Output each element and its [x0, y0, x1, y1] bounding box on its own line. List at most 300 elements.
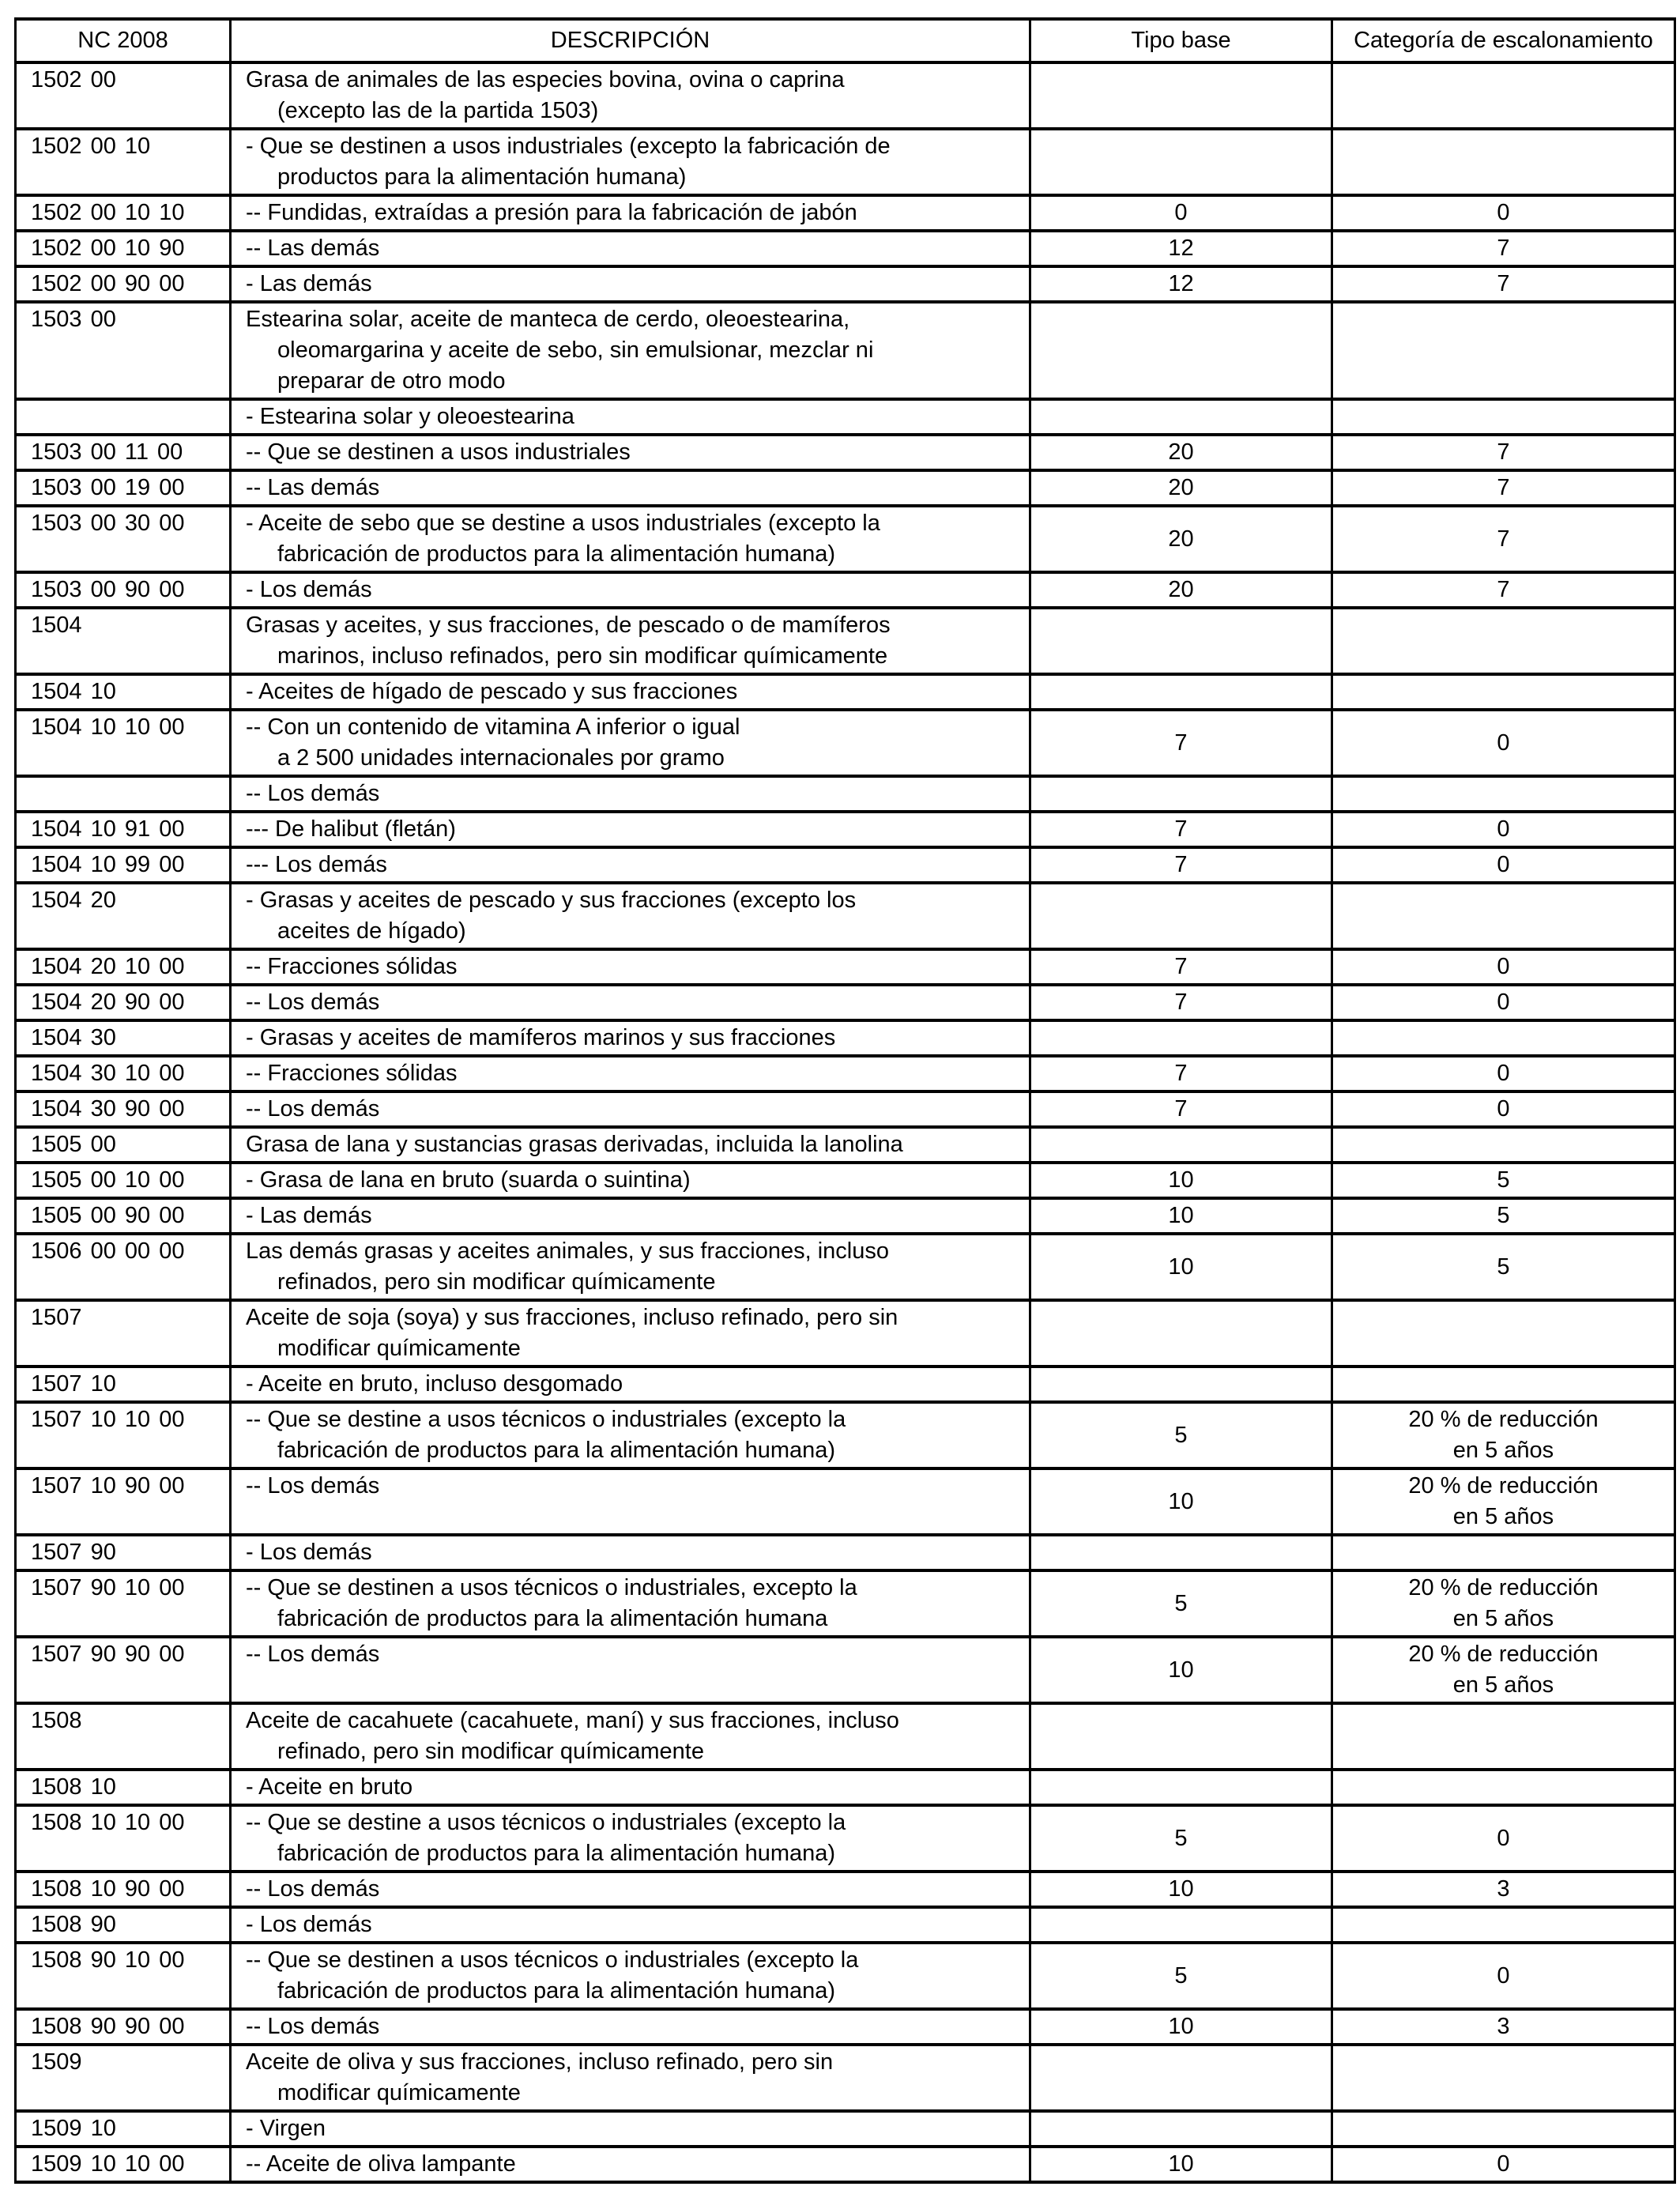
- categoria-cell: [1332, 1198, 1675, 1234]
- table-row: [16, 2111, 1675, 2147]
- description-line: Aceite de cacahuete (cacahuete, maní) y sus fracciones, incluso: [246, 1708, 899, 1733]
- categoria-cell: [1332, 812, 1675, 847]
- categoria-line: 7: [1497, 439, 1510, 465]
- tipo-base-cell: [1030, 1300, 1332, 1367]
- description-line: productos para la alimentación humana): [277, 164, 687, 190]
- nc-code-cell: 1502 00 10 10: [16, 195, 231, 231]
- description-line: -- Que se destinen a usos técnicos o industriales, excepto la: [246, 1575, 857, 1600]
- categoria-cell: [1332, 1535, 1675, 1570]
- description-line: -- Las demás: [246, 475, 380, 500]
- categoria-cell: [1332, 1020, 1675, 1056]
- table-row: [16, 435, 1675, 470]
- table-row: [16, 231, 1675, 266]
- categoria-line: 0: [1497, 1061, 1510, 1086]
- categoria-line: 20 % de reducción: [1408, 1473, 1599, 1498]
- categoria-cell: [1332, 1907, 1675, 1943]
- nc-code-cell: 1503 00 11 00: [16, 435, 231, 470]
- tipo-base-cell: 10: [1030, 1468, 1332, 1535]
- tipo-base-cell: 0: [1030, 195, 1332, 231]
- table-row: [16, 1056, 1675, 1091]
- table-row: [16, 1300, 1675, 1367]
- description-cell: [231, 1300, 1030, 1367]
- tipo-base-cell: 7: [1030, 1091, 1332, 1127]
- categoria-cell: [1332, 2009, 1675, 2045]
- tipo-base-cell: [1030, 883, 1332, 949]
- tipo-base-cell: [1030, 776, 1332, 812]
- table-row: [16, 1367, 1675, 1402]
- nc-code-cell: 1507 90 90 00: [16, 1637, 231, 1703]
- tipo-base-cell: 7: [1030, 949, 1332, 985]
- description-line: -- Fracciones sólidas: [246, 954, 458, 979]
- nc-code-cell: 1504 20 90 00: [16, 985, 231, 1020]
- categoria-cell: [1332, 435, 1675, 470]
- categoria-cell: [1332, 1127, 1675, 1163]
- tipo-base-cell: 10: [1030, 2009, 1332, 2045]
- description-line: preparar de otro modo: [277, 368, 506, 394]
- table-body: [16, 62, 1675, 2182]
- description-line: - Que se destinen a usos industriales (excepto la fabricación de: [246, 134, 891, 159]
- description-line: - Aceite en bruto: [246, 1774, 413, 1800]
- description-line: -- Los demás: [246, 1473, 380, 1498]
- categoria-cell: [1332, 776, 1675, 812]
- description-cell: [231, 2009, 1030, 2045]
- description-line: -- Fundidas, extraídas a presión para la fabricación de jabón: [246, 200, 857, 225]
- categoria-line: en 5 años: [1452, 1504, 1554, 1529]
- table-row: [16, 1943, 1675, 2009]
- table-row: [16, 506, 1675, 572]
- description-cell: [231, 1127, 1030, 1163]
- nc-code-cell: 1504 10 91 00: [16, 812, 231, 847]
- table-row: [16, 847, 1675, 883]
- nc-code-cell: 1502 00: [16, 62, 231, 129]
- nc-code-cell: 1503 00: [16, 302, 231, 399]
- categoria-line: 20 % de reducción: [1408, 1407, 1599, 1432]
- description-cell: [231, 2147, 1030, 2182]
- categoria-cell: [1332, 62, 1675, 129]
- column-header-tipo-base: Tipo base: [1030, 19, 1332, 62]
- description-line: modificar químicamente: [277, 2080, 521, 2105]
- description-line: -- Los demás: [246, 1642, 380, 1667]
- table-row: [16, 1163, 1675, 1198]
- tipo-base-cell: [1030, 62, 1332, 129]
- nc-code-cell: [16, 399, 231, 435]
- categoria-cell: [1332, 1637, 1675, 1703]
- table-row: [16, 674, 1675, 710]
- description-line: fabricación de productos para la alimentación humana): [277, 1978, 836, 2004]
- tipo-base-cell: [1030, 2045, 1332, 2111]
- table-row: [16, 949, 1675, 985]
- description-line: - Los demás: [246, 1912, 372, 1937]
- description-cell: [231, 435, 1030, 470]
- categoria-line: 20 % de reducción: [1408, 1575, 1599, 1600]
- description-line: - Aceites de hígado de pescado y sus fracciones: [246, 679, 738, 704]
- nc-code-cell: 1504 20: [16, 883, 231, 949]
- description-line: - Los demás: [246, 1540, 372, 1565]
- description-line: -- Que se destine a usos técnicos o industriales (excepto la: [246, 1407, 846, 1432]
- nc-code-cell: 1507 10 10 00: [16, 1402, 231, 1468]
- description-line: fabricación de productos para la alimentación humana): [277, 1841, 836, 1866]
- description-line: oleomargarina y aceite de sebo, sin emulsionar, mezclar ni: [277, 337, 874, 363]
- nc-code-cell: 1505 00: [16, 1127, 231, 1163]
- description-cell: [231, 1198, 1030, 1234]
- description-cell: [231, 2111, 1030, 2147]
- description-line: Aceite de oliva y sus fracciones, incluso refinado, pero sin: [246, 2049, 834, 2075]
- tipo-base-cell: 10: [1030, 2147, 1332, 2182]
- categoria-line: 0: [1497, 200, 1510, 225]
- description-line: -- Los demás: [246, 990, 380, 1015]
- description-line: - Las demás: [246, 1203, 372, 1228]
- nc-code-cell: 1504 30 90 00: [16, 1091, 231, 1127]
- categoria-cell: [1332, 506, 1675, 572]
- description-line: Grasa de lana y sustancias grasas derivadas, incluida la lanolina: [246, 1132, 903, 1157]
- table-row: [16, 812, 1675, 847]
- nc-code-cell: 1507 90 10 00: [16, 1570, 231, 1637]
- description-line: -- Los demás: [246, 2014, 380, 2039]
- description-cell: [231, 231, 1030, 266]
- table-row: [16, 985, 1675, 1020]
- description-cell: [231, 195, 1030, 231]
- categoria-cell: [1332, 302, 1675, 399]
- description-line: -- Los demás: [246, 1096, 380, 1122]
- description-cell: [231, 1402, 1030, 1468]
- nc-code-cell: 1508 10: [16, 1770, 231, 1805]
- nc-code-cell: 1509 10: [16, 2111, 231, 2147]
- tipo-base-cell: 5: [1030, 1943, 1332, 2009]
- nc-code-cell: 1502 00 10: [16, 129, 231, 195]
- description-line: - Estearina solar y oleoestearina: [246, 404, 574, 429]
- description-cell: [231, 1770, 1030, 1805]
- description-line: - Virgen: [246, 2116, 326, 2141]
- categoria-cell: [1332, 1300, 1675, 1367]
- nc-code-cell: 1508 10 90 00: [16, 1872, 231, 1907]
- description-cell: [231, 1535, 1030, 1570]
- table-row: [16, 129, 1675, 195]
- description-cell: [231, 1367, 1030, 1402]
- description-cell: [231, 847, 1030, 883]
- description-line: -- Que se destine a usos técnicos o industriales (excepto la: [246, 1810, 846, 1835]
- table-row: [16, 1637, 1675, 1703]
- nc-code-cell: 1508 90 90 00: [16, 2009, 231, 2045]
- nc-code-cell: 1503 00 30 00: [16, 506, 231, 572]
- description-line: a 2 500 unidades internacionales por gramo: [277, 745, 725, 771]
- tipo-base-cell: [1030, 674, 1332, 710]
- categoria-cell: [1332, 1805, 1675, 1872]
- categoria-cell: [1332, 1091, 1675, 1127]
- description-cell: [231, 883, 1030, 949]
- nc-code-cell: 1507: [16, 1300, 231, 1367]
- description-cell: [231, 812, 1030, 847]
- description-cell: [231, 572, 1030, 608]
- table-header: [16, 19, 1675, 62]
- categoria-line: 7: [1497, 271, 1510, 296]
- tipo-base-cell: [1030, 399, 1332, 435]
- description-cell: [231, 399, 1030, 435]
- categoria-line: 0: [1497, 1825, 1510, 1851]
- description-cell: [231, 470, 1030, 506]
- description-cell: [231, 1468, 1030, 1535]
- table-row: [16, 2009, 1675, 2045]
- description-cell: [231, 129, 1030, 195]
- description-cell: [231, 1091, 1030, 1127]
- table-row: [16, 266, 1675, 302]
- description-line: Grasa de animales de las especies bovina, ovina o caprina: [246, 67, 845, 92]
- description-line: (excepto las de la partida 1503): [277, 98, 599, 123]
- table-row: [16, 883, 1675, 949]
- table-row: [16, 195, 1675, 231]
- table-row: [16, 710, 1675, 776]
- table-row: [16, 572, 1675, 608]
- categoria-cell: [1332, 1570, 1675, 1637]
- categoria-cell: [1332, 2147, 1675, 2182]
- description-cell: [231, 1703, 1030, 1770]
- nc-code-cell: 1507 10 90 00: [16, 1468, 231, 1535]
- description-cell: [231, 710, 1030, 776]
- categoria-cell: [1332, 2111, 1675, 2147]
- tipo-base-cell: 10: [1030, 1163, 1332, 1198]
- nc-code-cell: 1505 00 10 00: [16, 1163, 231, 1198]
- table-row: [16, 2147, 1675, 2182]
- nc-code-cell: 1504 10 99 00: [16, 847, 231, 883]
- table-row: [16, 1198, 1675, 1234]
- nc-code-cell: [16, 776, 231, 812]
- description-cell: [231, 776, 1030, 812]
- tipo-base-cell: 10: [1030, 1637, 1332, 1703]
- nc-code-cell: 1508 90 10 00: [16, 1943, 231, 2009]
- categoria-cell: [1332, 1056, 1675, 1091]
- tipo-base-cell: 20: [1030, 435, 1332, 470]
- column-header-categoria-escalonamiento: Categoría de escalonamiento: [1332, 19, 1675, 62]
- tipo-base-cell: 7: [1030, 710, 1332, 776]
- categoria-line: 0: [1497, 1096, 1510, 1122]
- nc-code-cell: 1504 10: [16, 674, 231, 710]
- description-cell: [231, 1056, 1030, 1091]
- description-line: - Grasas y aceites de pescado y sus fracciones (excepto los: [246, 888, 857, 913]
- tipo-base-cell: [1030, 1020, 1332, 1056]
- tipo-base-cell: [1030, 302, 1332, 399]
- description-cell: [231, 506, 1030, 572]
- description-line: marinos, incluso refinados, pero sin modificar químicamente: [277, 643, 888, 669]
- tipo-base-cell: [1030, 2111, 1332, 2147]
- description-line: -- Las demás: [246, 236, 380, 261]
- table-row: [16, 1091, 1675, 1127]
- table-row: [16, 1703, 1675, 1770]
- table-row: [16, 1535, 1675, 1570]
- tipo-base-cell: 20: [1030, 572, 1332, 608]
- table-row: [16, 776, 1675, 812]
- description-line: -- Los demás: [246, 781, 380, 806]
- description-line: - Grasas y aceites de mamíferos marinos y sus fracciones: [246, 1025, 836, 1050]
- description-line: Las demás grasas y aceites animales, y sus fracciones, incluso: [246, 1238, 889, 1264]
- table-row: [16, 1468, 1675, 1535]
- categoria-line: 0: [1497, 816, 1510, 842]
- description-line: -- Fracciones sólidas: [246, 1061, 458, 1086]
- categoria-line: 7: [1497, 475, 1510, 500]
- table-row: [16, 399, 1675, 435]
- tipo-base-cell: 5: [1030, 1570, 1332, 1637]
- tipo-base-cell: 12: [1030, 231, 1332, 266]
- description-cell: [231, 2045, 1030, 2111]
- table-row: [16, 1402, 1675, 1468]
- categoria-cell: [1332, 674, 1675, 710]
- nc-code-cell: 1502 00 90 00: [16, 266, 231, 302]
- description-cell: [231, 1907, 1030, 1943]
- tipo-base-cell: 7: [1030, 812, 1332, 847]
- description-cell: [231, 266, 1030, 302]
- table-row: [16, 1020, 1675, 1056]
- table-row: [16, 1805, 1675, 1872]
- nc-code-cell: 1508 90: [16, 1907, 231, 1943]
- categoria-cell: [1332, 1770, 1675, 1805]
- description-line: -- Que se destinen a usos industriales: [246, 439, 631, 465]
- description-line: refinados, pero sin modificar químicamente: [277, 1269, 716, 1295]
- categoria-cell: [1332, 195, 1675, 231]
- description-line: refinado, pero sin modificar químicamente: [277, 1739, 704, 1764]
- categoria-cell: [1332, 231, 1675, 266]
- tipo-base-cell: [1030, 1535, 1332, 1570]
- categoria-cell: [1332, 1163, 1675, 1198]
- description-cell: [231, 1234, 1030, 1300]
- tipo-base-cell: [1030, 1127, 1332, 1163]
- categoria-line: 0: [1497, 954, 1510, 979]
- description-line: --- De halibut (fletán): [246, 816, 456, 842]
- categoria-cell: [1332, 710, 1675, 776]
- table-row: [16, 1872, 1675, 1907]
- table-row: [16, 1570, 1675, 1637]
- tipo-base-cell: [1030, 1703, 1332, 1770]
- tipo-base-cell: 10: [1030, 1872, 1332, 1907]
- description-line: --- Los demás: [246, 852, 387, 877]
- table-row: [16, 302, 1675, 399]
- table-row: [16, 1234, 1675, 1300]
- nc-code-cell: 1504 20 10 00: [16, 949, 231, 985]
- nc-code-cell: 1504: [16, 608, 231, 674]
- categoria-cell: [1332, 1468, 1675, 1535]
- description-line: - Los demás: [246, 577, 372, 602]
- tipo-base-cell: 20: [1030, 506, 1332, 572]
- tipo-base-cell: 7: [1030, 1056, 1332, 1091]
- tipo-base-cell: 12: [1030, 266, 1332, 302]
- description-cell: [231, 1163, 1030, 1198]
- nc-code-cell: 1507 10: [16, 1367, 231, 1402]
- categoria-cell: [1332, 2045, 1675, 2111]
- tipo-base-cell: [1030, 1770, 1332, 1805]
- categoria-line: 7: [1497, 526, 1510, 552]
- column-header-descripcion: DESCRIPCIÓN: [231, 19, 1030, 62]
- tipo-base-cell: 5: [1030, 1805, 1332, 1872]
- nc-code-cell: 1508: [16, 1703, 231, 1770]
- table-row: [16, 1907, 1675, 1943]
- categoria-line: 3: [1497, 1876, 1510, 1902]
- description-line: fabricación de productos para la alimentación humana: [277, 1606, 828, 1631]
- tipo-base-cell: 7: [1030, 847, 1332, 883]
- description-cell: [231, 62, 1030, 129]
- tipo-base-cell: 20: [1030, 470, 1332, 506]
- nc-code-cell: 1509: [16, 2045, 231, 2111]
- description-line: - Aceite en bruto, incluso desgomado: [246, 1371, 623, 1397]
- table-row: [16, 2045, 1675, 2111]
- categoria-line: 0: [1497, 729, 1510, 756]
- description-cell: [231, 1637, 1030, 1703]
- tipo-base-cell: [1030, 608, 1332, 674]
- table-row: [16, 608, 1675, 674]
- categoria-line: 0: [1497, 2151, 1510, 2177]
- categoria-cell: [1332, 1703, 1675, 1770]
- nc-code-cell: 1507 90: [16, 1535, 231, 1570]
- description-line: - Aceite de sebo que se destine a usos industriales (excepto la: [246, 511, 880, 536]
- categoria-cell: [1332, 399, 1675, 435]
- categoria-line: 20 % de reducción: [1408, 1642, 1599, 1667]
- categoria-cell: [1332, 608, 1675, 674]
- description-cell: [231, 302, 1030, 399]
- categoria-line: 7: [1497, 577, 1510, 602]
- description-cell: [231, 1020, 1030, 1056]
- tipo-base-cell: [1030, 129, 1332, 195]
- description-line: modificar químicamente: [277, 1336, 521, 1361]
- nc-code-cell: 1504 30: [16, 1020, 231, 1056]
- description-cell: [231, 949, 1030, 985]
- description-line: fabricación de productos para la alimentación humana): [277, 1438, 836, 1463]
- tipo-base-cell: [1030, 1367, 1332, 1402]
- categoria-cell: [1332, 1234, 1675, 1300]
- categoria-cell: [1332, 949, 1675, 985]
- nc-code-cell: 1502 00 10 90: [16, 231, 231, 266]
- nc-code-cell: 1504 10 10 00: [16, 710, 231, 776]
- nc-code-cell: 1506 00 00 00: [16, 1234, 231, 1300]
- categoria-line: 0: [1497, 1962, 1510, 1989]
- categoria-cell: [1332, 129, 1675, 195]
- categoria-line: 0: [1497, 852, 1510, 877]
- categoria-line: 3: [1497, 2014, 1510, 2039]
- description-cell: [231, 1943, 1030, 2009]
- description-line: Grasas y aceites, y sus fracciones, de pescado o de mamíferos: [246, 613, 891, 638]
- categoria-cell: [1332, 985, 1675, 1020]
- table-row: [16, 1127, 1675, 1163]
- categoria-line: en 5 años: [1452, 1606, 1554, 1631]
- nc-code-cell: 1508 10 10 00: [16, 1805, 231, 1872]
- categoria-cell: [1332, 1943, 1675, 2009]
- categoria-cell: [1332, 847, 1675, 883]
- categoria-cell: [1332, 1872, 1675, 1907]
- tipo-base-cell: 5: [1030, 1402, 1332, 1468]
- description-cell: [231, 1872, 1030, 1907]
- tipo-base-cell: 7: [1030, 985, 1332, 1020]
- tariff-table: [14, 17, 1676, 2184]
- column-header-nc-2008: NC 2008: [16, 19, 231, 62]
- tipo-base-cell: 10: [1030, 1234, 1332, 1300]
- description-line: Aceite de soja (soya) y sus fracciones, incluso refinado, pero sin: [246, 1305, 898, 1330]
- categoria-cell: [1332, 1367, 1675, 1402]
- description-line: - Las demás: [246, 271, 372, 296]
- table-row: [16, 1770, 1675, 1805]
- description-line: -- Aceite de oliva lampante: [246, 2151, 516, 2177]
- nc-code-cell: 1504 30 10 00: [16, 1056, 231, 1091]
- description-cell: [231, 608, 1030, 674]
- description-cell: [231, 1805, 1030, 1872]
- description-line: -- Que se destinen a usos técnicos o industriales (excepto la: [246, 1947, 859, 1973]
- categoria-line: en 5 años: [1452, 1672, 1554, 1698]
- description-line: aceites de hígado): [277, 918, 466, 944]
- tipo-base-cell: [1030, 1907, 1332, 1943]
- categoria-line: 5: [1497, 1203, 1510, 1228]
- categoria-line: 5: [1497, 1167, 1510, 1193]
- description-cell: [231, 1570, 1030, 1637]
- description-line: -- Los demás: [246, 1876, 380, 1902]
- categoria-line: en 5 años: [1452, 1438, 1554, 1463]
- categoria-line: 7: [1497, 236, 1510, 261]
- nc-code-cell: 1503 00 19 00: [16, 470, 231, 506]
- categoria-cell: [1332, 572, 1675, 608]
- description-cell: [231, 674, 1030, 710]
